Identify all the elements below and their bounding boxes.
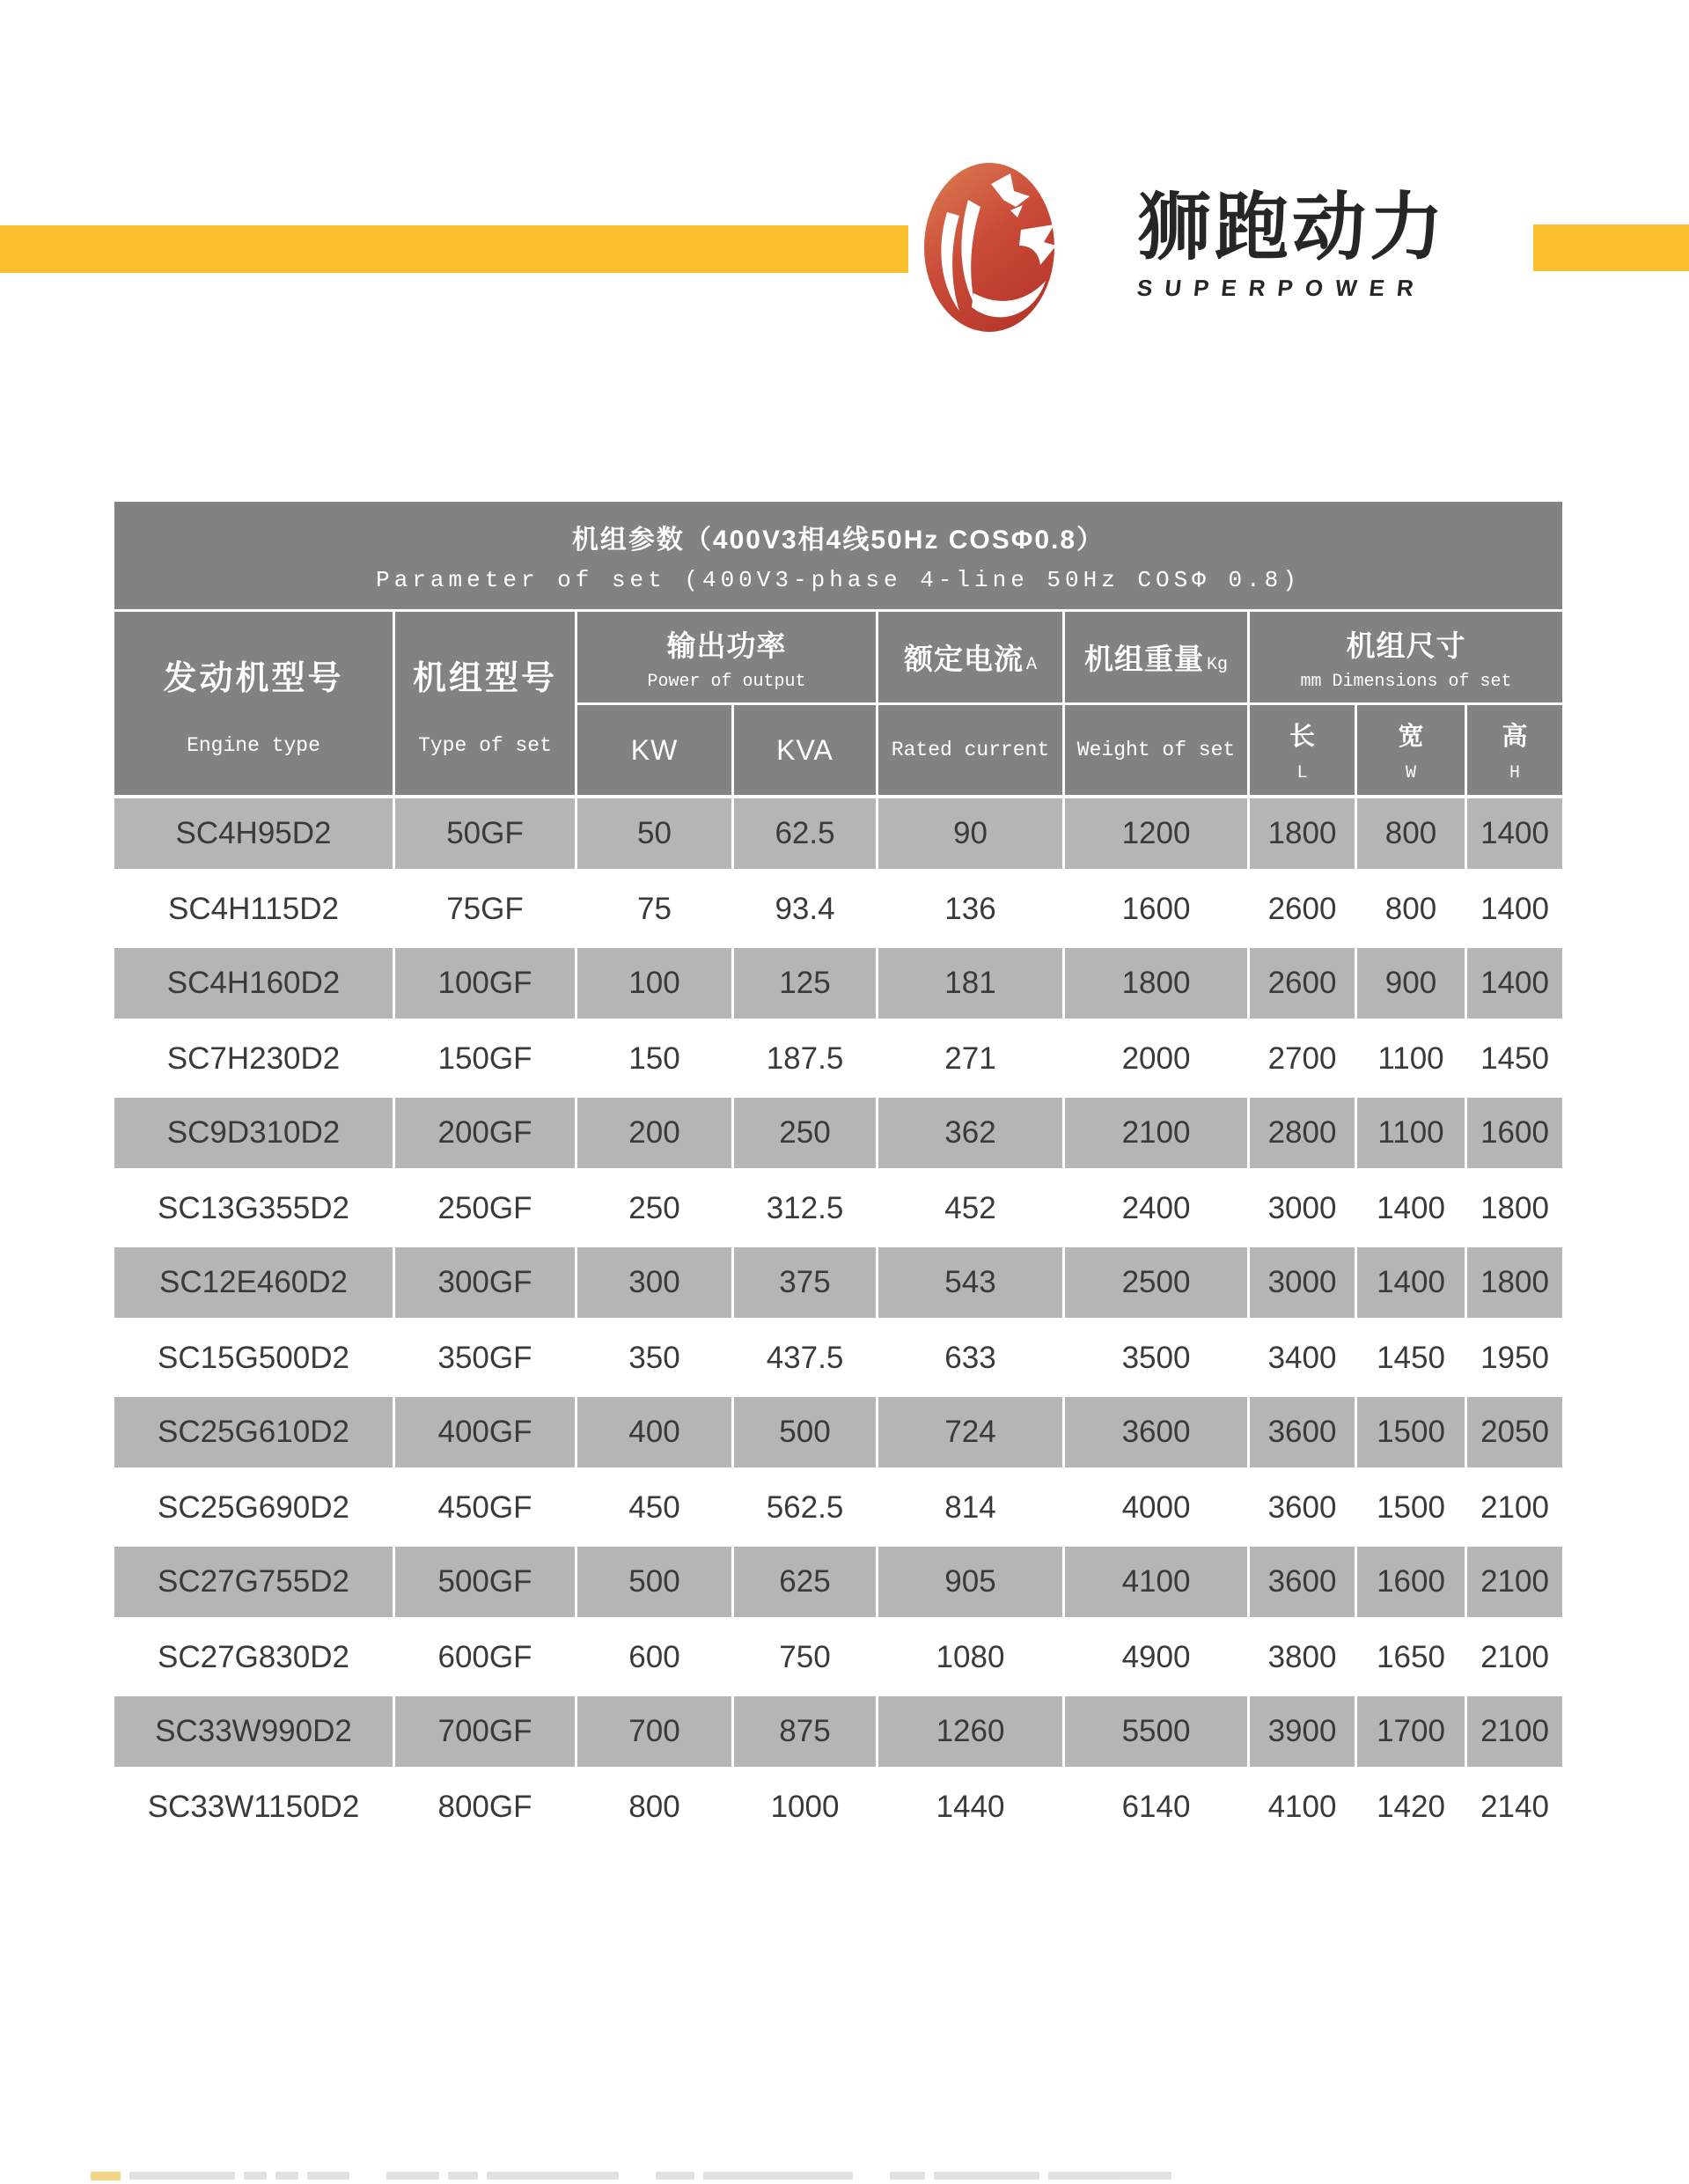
cell-width: 1100: [1357, 1096, 1465, 1171]
cell-weight: 3600: [1065, 1395, 1247, 1470]
col-header-power-group: [577, 612, 876, 795]
table-title-en: Parameter of set (400V3-phase 4-line 50Hz COSΦ 0.8): [376, 567, 1301, 593]
cell-weight: 4100: [1065, 1545, 1247, 1620]
cell-kva: 125: [734, 946, 876, 1021]
table-row: [114, 1695, 1562, 1769]
cell-weight: 3500: [1121, 1340, 1191, 1375]
col-header-engine-type: 发动机型号 Engine type: [114, 612, 393, 795]
cell-rated-current: 1440: [936, 1789, 1005, 1824]
cell-kw: 75: [637, 891, 672, 926]
cell-width: 1400: [1377, 1190, 1445, 1225]
cell-rated-current: 1080: [936, 1639, 1005, 1674]
cell-length: 3600: [1267, 1489, 1337, 1525]
table-row: [114, 1769, 1562, 1844]
cell-width: 800: [1357, 797, 1465, 871]
cell-set-type: 450GF: [437, 1489, 532, 1525]
col-header-rated-current-cn: 额定电流 A: [878, 612, 1062, 702]
cell-set-type: 100GF: [395, 946, 575, 1021]
table-row: [114, 946, 1562, 1021]
col-header-weight-en: Weight of set: [1065, 705, 1247, 795]
cell-kva: 437.5: [766, 1340, 844, 1375]
cell-height: 1800: [1480, 1190, 1549, 1225]
table-row: [114, 1021, 1562, 1096]
table-title: [114, 502, 1562, 609]
cell-width: 1600: [1357, 1545, 1465, 1620]
cell-kw: 800: [628, 1789, 680, 1824]
cell-set-type: 400GF: [395, 1395, 575, 1470]
cell-length: 4100: [1267, 1789, 1337, 1824]
cell-height: 1600: [1467, 1096, 1562, 1171]
cell-weight: 1200: [1065, 797, 1247, 871]
cell-height: 2100: [1480, 1639, 1549, 1674]
cell-length: 2700: [1267, 1041, 1337, 1076]
cell-kw: 700: [577, 1695, 731, 1769]
cell-kw: 500: [577, 1545, 731, 1620]
cell-rated-current: 90: [878, 797, 1062, 871]
cell-length: 3600: [1250, 1545, 1355, 1620]
col-header-weight-cn: 机组重量 Kg: [1065, 612, 1247, 702]
cell-height: 1400: [1467, 946, 1562, 1021]
cell-weight: 1600: [1121, 891, 1191, 926]
cell-kva: 1000: [770, 1789, 840, 1824]
col-header-kva: KVA: [734, 705, 876, 795]
table-row: [114, 1096, 1562, 1171]
cell-height: 2100: [1467, 1545, 1562, 1620]
footnote-remnant: [91, 2172, 1147, 2184]
table-row: [114, 871, 1562, 946]
cell-rated-current: 362: [878, 1096, 1062, 1171]
brand-lockup: [1135, 186, 1472, 302]
cell-length: 2800: [1250, 1096, 1355, 1171]
cell-height: 1950: [1480, 1340, 1549, 1375]
lion-logo-icon: [922, 161, 1056, 334]
cell-kw: 250: [628, 1190, 680, 1225]
cell-engine-type: SC7H230D2: [166, 1041, 341, 1076]
cell-kw: 600: [628, 1639, 680, 1674]
table-row: [114, 1620, 1562, 1695]
cell-width: 900: [1357, 946, 1465, 1021]
cell-rated-current: 271: [944, 1041, 996, 1076]
cell-kva: 187.5: [766, 1041, 844, 1076]
table-row: [114, 1171, 1562, 1246]
cell-rated-current: 136: [944, 891, 996, 926]
cell-set-type: 50GF: [395, 797, 575, 871]
cell-kva: 500: [734, 1395, 876, 1470]
brand-name-cn: 狮跑动力: [1137, 186, 1448, 268]
cell-kva: 62.5: [734, 797, 876, 871]
cell-kva: 625: [734, 1545, 876, 1620]
cell-engine-type: SC33W1150D2: [147, 1789, 360, 1824]
cell-set-type: 700GF: [395, 1695, 575, 1769]
table-title-cn: 机组参数（400V3相4线50Hz COSΦ0.8）: [571, 526, 1105, 555]
cell-height: 1400: [1467, 797, 1562, 871]
cell-weight: 1800: [1065, 946, 1247, 1021]
brand-name-en: SUPERPOWER: [1135, 275, 1428, 301]
cell-height: 1450: [1480, 1041, 1549, 1076]
table-row: [114, 1470, 1562, 1545]
cell-height: 2050: [1467, 1395, 1562, 1470]
cell-height: 2100: [1480, 1489, 1549, 1525]
cell-engine-type: SC4H160D2: [114, 946, 393, 1021]
brand-accent-bar-left: [0, 225, 908, 273]
cell-engine-type: SC27G830D2: [158, 1639, 349, 1674]
cell-width: 1500: [1377, 1489, 1445, 1525]
cell-length: 3600: [1250, 1395, 1355, 1470]
cell-length: 3000: [1250, 1246, 1355, 1320]
cell-engine-type: SC9D310D2: [114, 1096, 393, 1171]
cell-width: 1700: [1357, 1695, 1465, 1769]
cell-rated-current: 814: [944, 1489, 996, 1525]
table-header: [114, 612, 1562, 795]
cell-length: 2600: [1250, 946, 1355, 1021]
cell-engine-type: SC25G610D2: [114, 1395, 393, 1470]
brand-accent-bar-right: [1533, 224, 1689, 271]
cell-length: 3900: [1250, 1695, 1355, 1769]
cell-engine-type: SC4H95D2: [114, 797, 393, 871]
cell-width: 1450: [1377, 1340, 1445, 1375]
col-header-rated-current-en: Rated current: [878, 705, 1062, 795]
cell-set-type: 150GF: [437, 1041, 532, 1076]
cell-set-type: 500GF: [395, 1545, 575, 1620]
cell-kva: 562.5: [766, 1489, 844, 1525]
col-header-current-group: [878, 612, 1062, 795]
cell-kw: 100: [577, 946, 731, 1021]
cell-engine-type: SC13G355D2: [158, 1190, 349, 1225]
cell-rated-current: 905: [878, 1545, 1062, 1620]
cell-width: 1400: [1357, 1246, 1465, 1320]
cell-weight: 2400: [1121, 1190, 1191, 1225]
col-header-dims-group: [1250, 612, 1562, 795]
cell-engine-type: SC12E460D2: [114, 1246, 393, 1320]
col-header-weight-group: [1065, 612, 1247, 795]
cell-weight: 2500: [1065, 1246, 1247, 1320]
cell-weight: 2100: [1065, 1096, 1247, 1171]
cell-weight: 4000: [1121, 1489, 1191, 1525]
cell-width: 1420: [1377, 1789, 1445, 1824]
col-header-width: 宽 W: [1357, 705, 1465, 795]
cell-set-type: 600GF: [437, 1639, 532, 1674]
col-header-kw: KW: [577, 705, 731, 795]
cell-height: 1400: [1480, 891, 1549, 926]
cell-weight: 2000: [1121, 1041, 1191, 1076]
cell-rated-current: 724: [878, 1395, 1062, 1470]
cell-engine-type: SC15G500D2: [158, 1340, 349, 1375]
cell-set-type: 75GF: [446, 891, 524, 926]
table-row: [114, 1246, 1562, 1320]
cell-set-type: 300GF: [395, 1246, 575, 1320]
cell-kva: 375: [734, 1246, 876, 1320]
cell-weight: 4900: [1121, 1639, 1191, 1674]
cell-rated-current: 452: [944, 1190, 996, 1225]
cell-width: 800: [1384, 891, 1437, 926]
cell-length: 2600: [1267, 891, 1337, 926]
col-header-height: 高 H: [1467, 705, 1562, 795]
cell-kw: 450: [628, 1489, 680, 1525]
cell-length: 3400: [1267, 1340, 1337, 1375]
cell-kva: 312.5: [766, 1190, 844, 1225]
cell-length: 1800: [1250, 797, 1355, 871]
cell-engine-type: SC25G690D2: [158, 1489, 349, 1525]
cell-set-type: 350GF: [437, 1340, 532, 1375]
cell-set-type: 250GF: [437, 1190, 532, 1225]
cell-kw: 200: [577, 1096, 731, 1171]
cell-rated-current: 543: [878, 1246, 1062, 1320]
cell-kva: 93.4: [775, 891, 835, 926]
cell-kw: 50: [577, 797, 731, 871]
cell-kva: 875: [734, 1695, 876, 1769]
col-header-length: 长 L: [1250, 705, 1355, 795]
cell-length: 3800: [1267, 1639, 1337, 1674]
cell-width: 1650: [1377, 1639, 1445, 1674]
cell-engine-type: SC27G755D2: [114, 1545, 393, 1620]
cell-kw: 300: [577, 1246, 731, 1320]
cell-set-type: 200GF: [395, 1096, 575, 1171]
cell-weight: 6140: [1121, 1789, 1191, 1824]
cell-kva: 250: [734, 1096, 876, 1171]
col-header-dims: 机组尺寸 mm Dimensions of set: [1250, 612, 1562, 702]
col-header-set-type: 机组型号 Type of set: [395, 612, 575, 795]
cell-rated-current: 633: [944, 1340, 996, 1375]
spec-table: [114, 502, 1562, 1844]
cell-width: 1500: [1357, 1395, 1465, 1470]
cell-engine-type: SC33W990D2: [114, 1695, 393, 1769]
cell-kw: 150: [628, 1041, 680, 1076]
col-header-power: 输出功率 Power of output: [577, 612, 876, 702]
cell-length: 3000: [1267, 1190, 1337, 1225]
table-row: [114, 1545, 1562, 1620]
cell-kw: 350: [628, 1340, 680, 1375]
cell-height: 2100: [1467, 1695, 1562, 1769]
table-row: [114, 797, 1562, 871]
cell-rated-current: 181: [878, 946, 1062, 1021]
table-row: [114, 1395, 1562, 1470]
cell-set-type: 800GF: [437, 1789, 532, 1824]
cell-engine-type: SC4H115D2: [168, 891, 339, 926]
cell-kva: 750: [779, 1639, 831, 1674]
cell-height: 2140: [1480, 1789, 1549, 1824]
cell-weight: 5500: [1065, 1695, 1247, 1769]
cell-kw: 400: [577, 1395, 731, 1470]
cell-rated-current: 1260: [878, 1695, 1062, 1769]
cell-height: 1800: [1467, 1246, 1562, 1320]
table-row: [114, 1320, 1562, 1395]
cell-width: 1100: [1377, 1041, 1444, 1076]
table-body: [114, 797, 1562, 1844]
